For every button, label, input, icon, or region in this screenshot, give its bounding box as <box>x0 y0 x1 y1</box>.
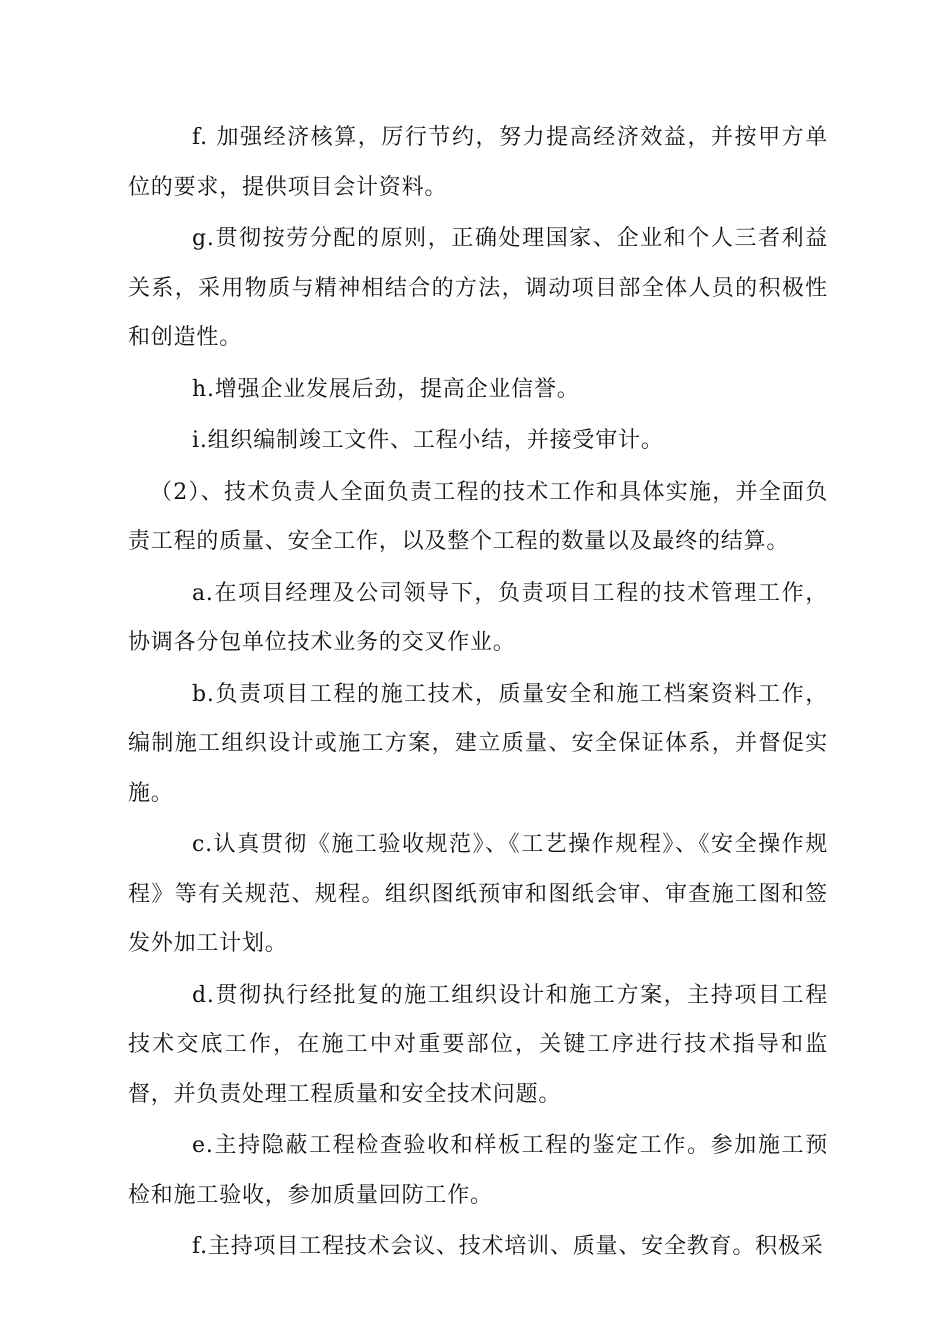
paragraph-f-economic-accounting: f. 加强经济核算，厉行节约，努力提高经济效益，并按甲方单位的要求，提供项目会计资料。 <box>128 125 828 200</box>
paragraph-a-technical-management: a.在项目经理及公司领导下，负责项目工程的技术管理工作，协调各分包单位技术业务的交叉作业。 <box>128 580 828 655</box>
paragraph-h-enterprise-development: h.增强企业发展后劲，提高企业信誉。 <box>192 376 580 402</box>
paragraph-i-completion-documents: i.组织编制竣工文件、工程小结，并接受审计。 <box>192 428 664 453</box>
paragraph-e-inspection: e.主持隐蔽工程检查验收和样板工程的鉴定工作。参加施工预检和施工验收，参加质量回防工作。 <box>128 1133 828 1208</box>
paragraph-b-construction-technology: b.负责项目工程的施工技术，质量安全和施工档案资料工作，编制施工组织设计或施工方案，建立质量、安全保证体系，并督促实施。 <box>128 681 828 806</box>
paragraph-g-distribution-principle: g.贯彻按劳分配的原则，正确处理国家、企业和个人三者利益关系，采用物质与精神相结合的方法，调动项目部全体人员的积极性和创造性。 <box>128 226 828 350</box>
paragraph-c-standards: c.认真贯彻《施工验收规范》、《工艺操作规程》、《安全操作规程》等有关规范、规程。组织图纸预审和图纸会审、审查施工图和签发外加工计划。 <box>128 832 828 956</box>
document-body <box>128 113 828 1274</box>
paragraph-f-technical-meetings: f.主持项目工程技术会议、技术培训、质量、安全教育。积极采 <box>192 1234 824 1259</box>
paragraph-d-construction-plan: d.贯彻执行经批复的施工组织设计和施工方案，主持项目工程技术交底工作，在施工中对重要部位，关键工序进行技术指导和监督，并负责处理工程质量和安全技术问题。 <box>128 982 828 1107</box>
paragraph-2-technical-lead: （2）、技术负责人全面负责工程的技术工作和具体实施，并全面负责工程的质量、安全工作，以及整个工程的数量以及最终的结算。 <box>128 479 828 554</box>
